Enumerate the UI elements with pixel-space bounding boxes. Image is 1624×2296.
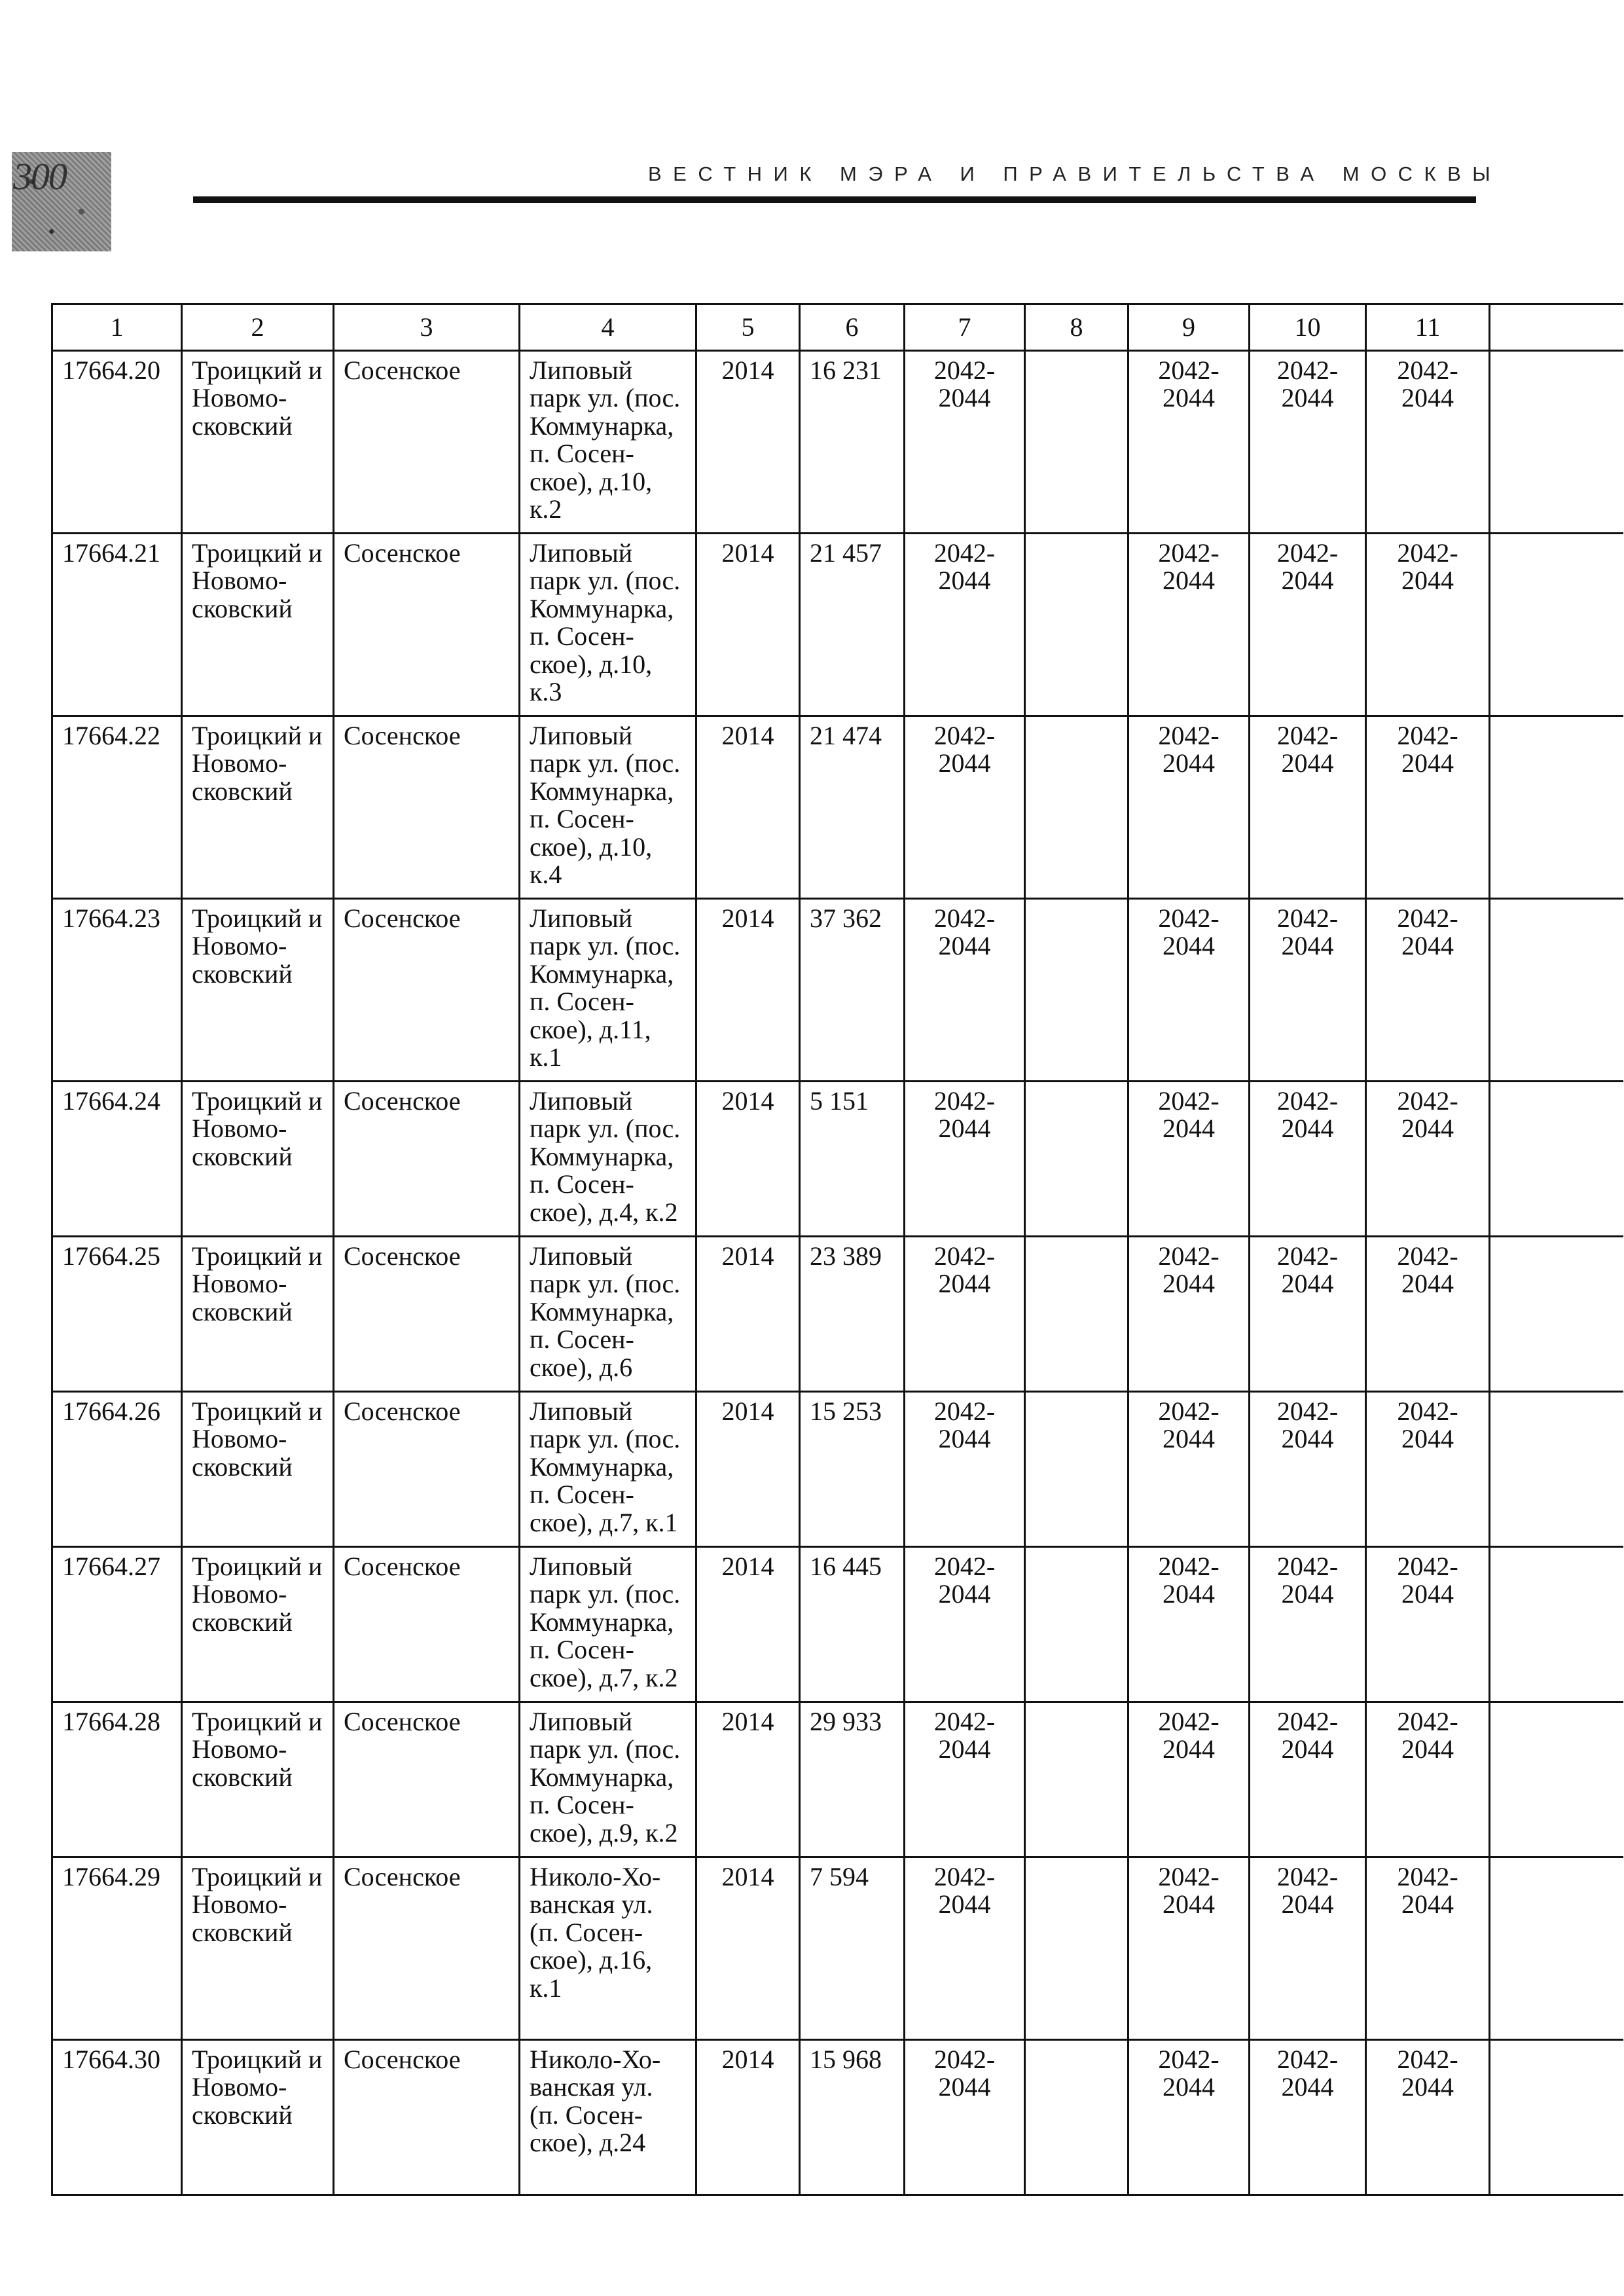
table-row: [52, 1857, 1623, 2040]
table-cell-col-8: [1025, 1702, 1128, 1857]
table-row: [52, 2040, 1623, 2195]
table-row: [52, 351, 1623, 534]
table-cell-col-7: 2042-2044: [905, 2040, 1025, 2195]
table-cell-col-2: Троицкий и Новомо-сковский: [182, 534, 334, 716]
table-cell-col-3: Сосенское: [334, 534, 520, 716]
table-cell-col-10: 2042-2044: [1250, 899, 1366, 1082]
table-cell-col-3: Сосенское: [334, 1082, 520, 1237]
table-cell-col-7: 2042-2044: [905, 716, 1025, 899]
table-cell-col-10: 2042-2044: [1250, 1237, 1366, 1392]
table-cell-col-12: [1490, 351, 1623, 534]
table-cell-col-2: Троицкий и Новомо-сковский: [182, 1237, 334, 1392]
table-row: [52, 1547, 1623, 1702]
table-cell-col-8: [1025, 2040, 1128, 2195]
table-cell-col-6: 23 389: [800, 1237, 905, 1392]
table-cell-col-12: [1490, 899, 1623, 1082]
table-cell-col-2: Троицкий и Новомо-сковский: [182, 716, 334, 899]
table-cell-col-11: 2042-2044: [1366, 1547, 1490, 1702]
table-cell-col-5: 2014: [696, 1237, 800, 1392]
table-cell-col-8: [1025, 1392, 1128, 1547]
column-header-10: 10: [1250, 304, 1366, 351]
table-cell-col-8: [1025, 351, 1128, 534]
table-cell-col-7: 2042-2044: [905, 1392, 1025, 1547]
table-cell-col-3: Сосенское: [334, 1857, 520, 2040]
table-cell-col-4: Николо-Хо-ванская ул. (п. Сосен-ское), д.16, к.1: [520, 1857, 696, 2040]
column-header-5: 5: [696, 304, 800, 351]
table-cell-col-6: 5 151: [800, 1082, 905, 1237]
table-cell-col-6: 15 253: [800, 1392, 905, 1547]
table-cell-col-10: 2042-2044: [1250, 1082, 1366, 1237]
table-cell-col-4: Липовый парк ул. (пос. Коммунарка, п. Сосен-ское), д.4, к.2: [520, 1082, 696, 1237]
table-cell-col-1: 17664.30: [52, 2040, 182, 2195]
table-cell-col-1: 17664.20: [52, 351, 182, 534]
table-cell-col-11: 2042-2044: [1366, 1392, 1490, 1547]
table-cell-col-4: Липовый парк ул. (пос. Коммунарка, п. Сосен-ское), д.7, к.1: [520, 1392, 696, 1547]
column-header-11: 11: [1366, 304, 1490, 351]
table-cell-col-1: 17664.28: [52, 1702, 182, 1857]
table-cell-col-12: [1490, 1237, 1623, 1392]
table-body: [52, 351, 1623, 2195]
table-row: [52, 1392, 1623, 1547]
table-cell-col-2: Троицкий и Новомо-сковский: [182, 1547, 334, 1702]
table-cell-col-12: [1490, 534, 1623, 716]
table-cell-col-11: 2042-2044: [1366, 899, 1490, 1082]
table-cell-col-2: Троицкий и Новомо-сковский: [182, 351, 334, 534]
table-cell-col-2: Троицкий и Новомо-сковский: [182, 899, 334, 1082]
table-cell-col-1: 17664.21: [52, 534, 182, 716]
table-cell-col-3: Сосенское: [334, 351, 520, 534]
table-cell-col-9: 2042-2044: [1128, 351, 1250, 534]
column-header-8: 8: [1025, 304, 1128, 351]
table-cell-col-9: 2042-2044: [1128, 1237, 1250, 1392]
table-cell-col-10: 2042-2044: [1250, 716, 1366, 899]
table-cell-col-5: 2014: [696, 716, 800, 899]
table-cell-col-10: 2042-2044: [1250, 534, 1366, 716]
table-row: [52, 534, 1623, 716]
table-cell-col-11: 2042-2044: [1366, 1702, 1490, 1857]
table-cell-col-4: Липовый парк ул. (пос. Коммунарка, п. Сосен-ское), д.11, к.1: [520, 899, 696, 1082]
table-cell-col-3: Сосенское: [334, 899, 520, 1082]
table-cell-col-10: 2042-2044: [1250, 1392, 1366, 1547]
table-cell-col-9: 2042-2044: [1128, 1392, 1250, 1547]
page-number: 300: [13, 155, 66, 198]
table-cell-col-12: [1490, 1857, 1623, 2040]
table-cell-col-7: 2042-2044: [905, 1547, 1025, 1702]
table-cell-col-2: Троицкий и Новомо-сковский: [182, 1082, 334, 1237]
table-cell-col-9: 2042-2044: [1128, 716, 1250, 899]
table-cell-col-11: 2042-2044: [1366, 1857, 1490, 2040]
column-number-row: [52, 304, 1623, 351]
column-header-2: 2: [182, 304, 334, 351]
table-cell-col-6: 29 933: [800, 1702, 905, 1857]
table-cell-col-4: Липовый парк ул. (пос. Коммунарка, п. Сосен-ское), д.10, к.2: [520, 351, 696, 534]
table-cell-col-1: 17664.27: [52, 1547, 182, 1702]
table-row: [52, 899, 1623, 1082]
table-cell-col-9: 2042-2044: [1128, 1857, 1250, 2040]
table-cell-col-8: [1025, 534, 1128, 716]
table-cell-col-9: 2042-2044: [1128, 1702, 1250, 1857]
table-cell-col-1: 17664.23: [52, 899, 182, 1082]
table-cell-col-7: 2042-2044: [905, 534, 1025, 716]
table-cell-col-7: 2042-2044: [905, 1082, 1025, 1237]
table-cell-col-4: Липовый парк ул. (пос. Коммунарка, п. Сосен-ское), д.7, к.2: [520, 1547, 696, 1702]
table-cell-col-1: 17664.25: [52, 1237, 182, 1392]
table-cell-col-4: Липовый парк ул. (пос. Коммунарка, п. Сосен-ское), д.10, к.4: [520, 716, 696, 899]
table-cell-col-6: 21 457: [800, 534, 905, 716]
header-rule: [193, 196, 1476, 203]
table-cell-col-8: [1025, 1237, 1128, 1392]
table-cell-col-4: Липовый парк ул. (пос. Коммунарка, п. Сосен-ское), д.6: [520, 1237, 696, 1392]
table-cell-col-1: 17664.26: [52, 1392, 182, 1547]
table-cell-col-7: 2042-2044: [905, 351, 1025, 534]
table-cell-col-6: 16 231: [800, 351, 905, 534]
table-cell-col-4: Липовый парк ул. (пос. Коммунарка, п. Сосен-ское), д.10, к.3: [520, 534, 696, 716]
column-header-1: 1: [52, 304, 182, 351]
table-cell-col-11: 2042-2044: [1366, 351, 1490, 534]
table-row: [52, 1082, 1623, 1237]
table-cell-col-6: 7 594: [800, 1857, 905, 2040]
table-row: [52, 1237, 1623, 1392]
column-header-4: 4: [520, 304, 696, 351]
column-header-9: 9: [1128, 304, 1250, 351]
table-cell-col-9: 2042-2044: [1128, 1082, 1250, 1237]
table-cell-col-2: Троицкий и Новомо-сковский: [182, 1857, 334, 2040]
table-cell-col-12: [1490, 1702, 1623, 1857]
table-cell-col-6: 15 968: [800, 2040, 905, 2195]
table-cell-col-6: 16 445: [800, 1547, 905, 1702]
table-cell-col-3: Сосенское: [334, 2040, 520, 2195]
column-header-3: 3: [334, 304, 520, 351]
table-cell-col-3: Сосенское: [334, 716, 520, 899]
table-cell-col-6: 37 362: [800, 899, 905, 1082]
table-cell-col-10: 2042-2044: [1250, 1547, 1366, 1702]
table-cell-col-2: Троицкий и Новомо-сковский: [182, 1702, 334, 1857]
table-cell-col-12: [1490, 716, 1623, 899]
table-cell-col-8: [1025, 1547, 1128, 1702]
table-cell-col-5: 2014: [696, 1547, 800, 1702]
table-cell-col-5: 2014: [696, 1702, 800, 1857]
table-cell-col-5: 2014: [696, 899, 800, 1082]
table-cell-col-3: Сосенское: [334, 1392, 520, 1547]
table-cell-col-5: 2014: [696, 1857, 800, 2040]
table-cell-col-7: 2042-2044: [905, 1237, 1025, 1392]
journal-title: ВЕСТНИК МЭРА И ПРАВИТЕЛЬСТВА МОСКВЫ: [648, 162, 1502, 185]
table-cell-col-12: [1490, 1547, 1623, 1702]
table-cell-col-11: 2042-2044: [1366, 716, 1490, 899]
table-cell-col-12: [1490, 1392, 1623, 1547]
table-cell-col-5: 2014: [696, 534, 800, 716]
table-cell-col-3: Сосенское: [334, 1547, 520, 1702]
page-number-badge: [12, 152, 111, 251]
table-cell-col-3: Сосенское: [334, 1237, 520, 1392]
table-cell-col-11: 2042-2044: [1366, 534, 1490, 716]
table-cell-col-1: 17664.24: [52, 1082, 182, 1237]
table-cell-col-1: 17664.29: [52, 1857, 182, 2040]
table-cell-col-11: 2042-2044: [1366, 1082, 1490, 1237]
column-header-12: [1490, 304, 1623, 351]
column-header-7: 7: [905, 304, 1025, 351]
table-cell-col-11: 2042-2044: [1366, 1237, 1490, 1392]
table-cell-col-12: [1490, 2040, 1623, 2195]
table-cell-col-5: 2014: [696, 1082, 800, 1237]
table-cell-col-5: 2014: [696, 1392, 800, 1547]
table-cell-col-5: 2014: [696, 2040, 800, 2195]
table-cell-col-10: 2042-2044: [1250, 351, 1366, 534]
table-cell-col-11: 2042-2044: [1366, 2040, 1490, 2195]
table-cell-col-12: [1490, 1082, 1623, 1237]
table-cell-col-5: 2014: [696, 351, 800, 534]
table-cell-col-4: Липовый парк ул. (пос. Коммунарка, п. Сосен-ское), д.9, к.2: [520, 1702, 696, 1857]
table-cell-col-8: [1025, 899, 1128, 1082]
table-cell-col-1: 17664.22: [52, 716, 182, 899]
table-cell-col-9: 2042-2044: [1128, 1547, 1250, 1702]
table-cell-col-7: 2042-2044: [905, 1857, 1025, 2040]
table-cell-col-7: 2042-2044: [905, 899, 1025, 1082]
table-cell-col-10: 2042-2044: [1250, 2040, 1366, 2195]
table-cell-col-2: Троицкий и Новомо-сковский: [182, 2040, 334, 2195]
registry-table: [51, 303, 1623, 2196]
table-cell-col-8: [1025, 1082, 1128, 1237]
column-header-6: 6: [800, 304, 905, 351]
table-cell-col-9: 2042-2044: [1128, 2040, 1250, 2195]
table-cell-col-8: [1025, 716, 1128, 899]
table-row: [52, 1702, 1623, 1857]
table-cell-col-8: [1025, 1857, 1128, 2040]
table-cell-col-10: 2042-2044: [1250, 1857, 1366, 2040]
table-cell-col-6: 21 474: [800, 716, 905, 899]
table-cell-col-7: 2042-2044: [905, 1702, 1025, 1857]
table-cell-col-2: Троицкий и Новомо-сковский: [182, 1392, 334, 1547]
table-cell-col-9: 2042-2044: [1128, 534, 1250, 716]
table-cell-col-9: 2042-2044: [1128, 899, 1250, 1082]
table-row: [52, 716, 1623, 899]
table-cell-col-4: Николо-Хо-ванская ул. (п. Сосен-ское), д.24: [520, 2040, 696, 2195]
table-cell-col-3: Сосенское: [334, 1702, 520, 1857]
table-cell-col-10: 2042-2044: [1250, 1702, 1366, 1857]
